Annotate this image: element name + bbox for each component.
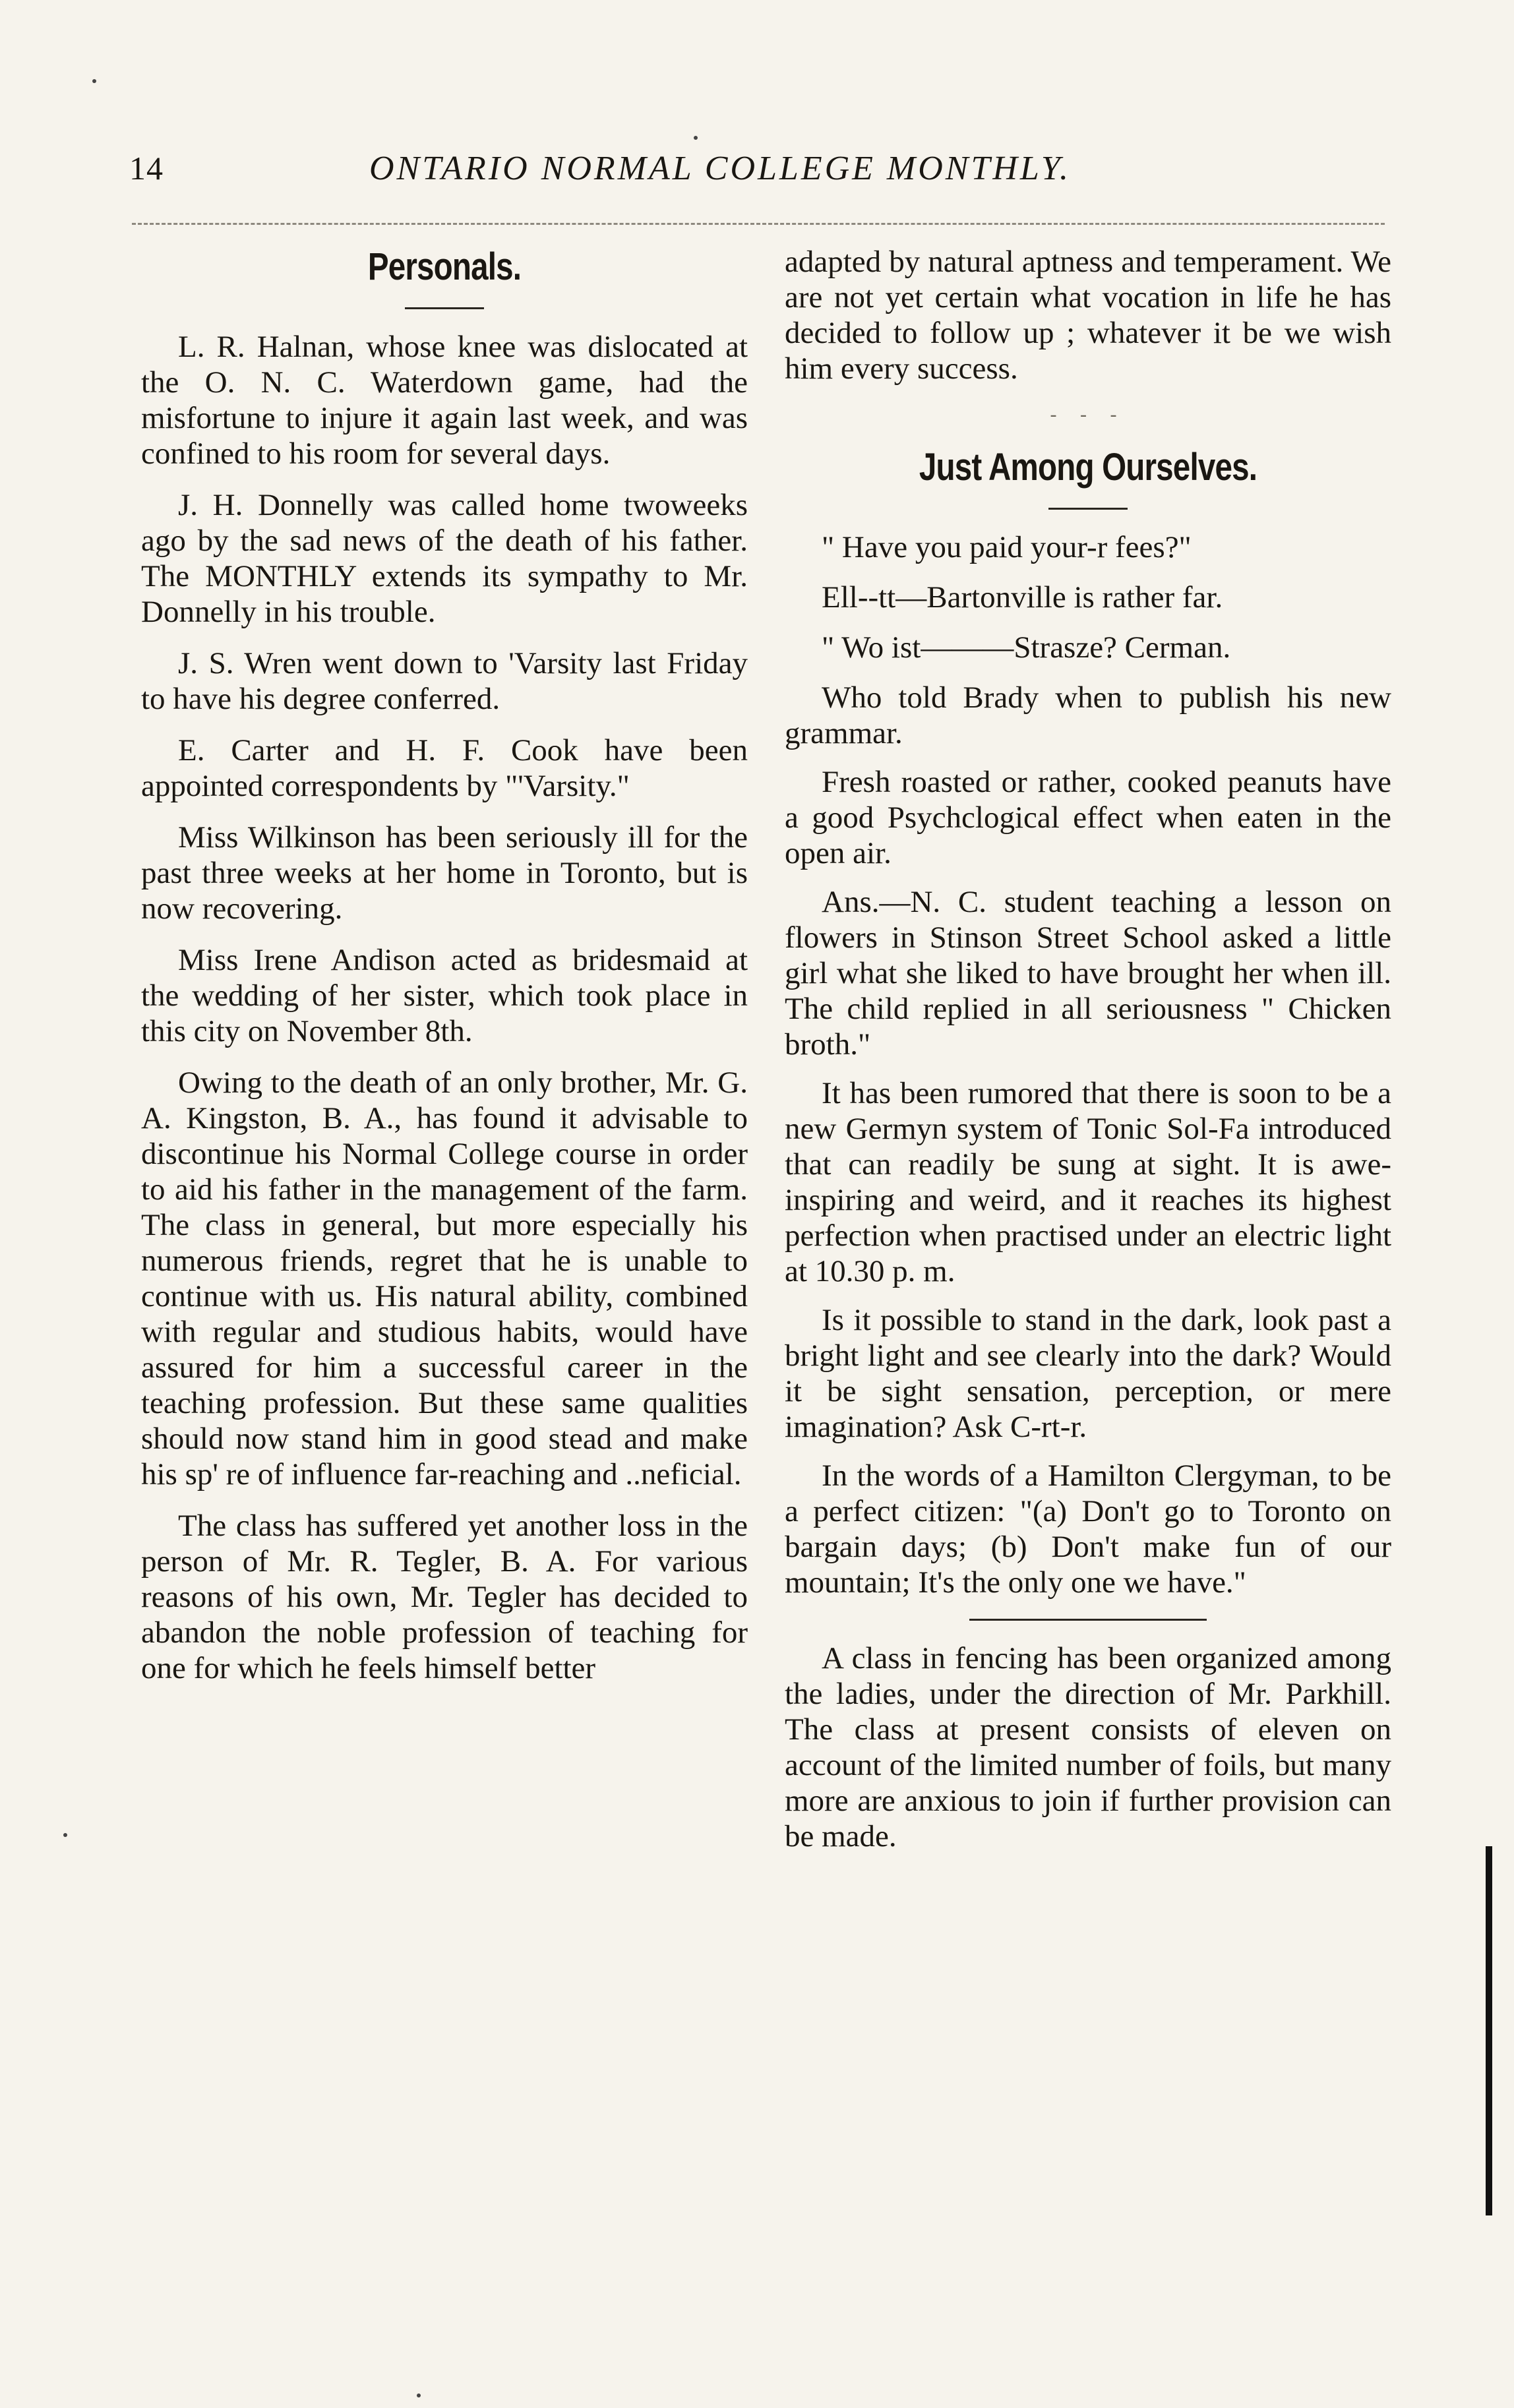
ourselves-item: Ans.—N. C. student teaching a lesson on flowers in Stinson Street School asked a little girl what she liked to have brought her when ill. The child replied in all seriousness " Chicken broth." <box>785 885 1391 1062</box>
header-rule <box>132 223 1385 225</box>
ourselves-heading-rule <box>1048 508 1128 510</box>
page-edge-mark <box>1486 1846 1492 2215</box>
print-speck <box>92 79 96 83</box>
fencing-paragraph: A class in fencing has been organized among the ladies, under the direction of Mr. Parkhill. The class at present consists of eleven on account of the limited number of foils, but many more are anxious to join if further provision can be made. <box>785 1641 1391 1853</box>
ourselves-item: Who told Brady when to publish his new grammar. <box>785 680 1391 750</box>
personal-item: Owing to the death of an only brother, Mr. G. A. Kingston, B. A., has found it advisable to discontinue his Normal College course in order to aid his father in the management of the farm. The class in general, but more especially his numerous friends, regret that he is unable to continue with us. His natural ability, combined with regular and studious habits, would have assured for him a successful career in the teaching profession. But these same qualities should now stand him in good stead and make his sp' re of influence far-reaching and ..neficial. <box>141 1066 748 1491</box>
ourselves-item: Ell--tt—Bartonville is rather far. <box>822 580 1223 615</box>
ourselves-item: It has been rumored that there is soon to be a new Germyn system of Tonic Sol-Fa introduced that can readily be sung at sight. It is awe-inspiring and weird, and it reaches its highest perfection when practised under an electric light at 10.30 p. m. <box>785 1076 1391 1288</box>
personal-item: L. R. Halnan, whose knee was dislocated at the O. N. C. Waterdown game, had the misfortune to injure it again last week, and was confined to his room for several days. <box>141 330 748 471</box>
personals-heading: Personals. <box>367 245 522 288</box>
print-speck <box>63 1833 67 1837</box>
personal-item: The class has suffered yet another loss in the person of Mr. R. Tegler, B. A. For various reasons of his own, Mr. Tegler has decided to abandon the noble profession of teaching for one for which he feels himself better <box>141 1509 748 1685</box>
personal-item: J. H. Donnelly was called home twoweeks ago by the sad news of the death of his father. The MONTHLY extends its sympathy to Mr. Donnelly in his trouble. <box>141 488 748 629</box>
ourselves-item: Is it possible to stand in the dark, look past a bright light and see clearly into the dark? Would it be sight sensation, perception, or mere imagination? Ask C-rt-r. <box>785 1303 1391 1444</box>
print-speck <box>694 136 698 140</box>
section-divider: - - - <box>1050 404 1126 425</box>
ourselves-item: " Wo ist———Strasze? Cerman. <box>822 630 1231 665</box>
personal-item: J. S. Wren went down to 'Varsity last Friday to have his degree conferred. <box>141 646 748 716</box>
personal-item: Miss Wilkinson has been seriously ill for the past three weeks at her home in Toronto, but is now recovering. <box>141 820 748 926</box>
page-number: 14 <box>129 150 164 187</box>
personals-heading-rule <box>405 307 484 309</box>
ourselves-item: Fresh roasted or rather, cooked peanuts have a good Psychclogical effect when eaten in the open air. <box>785 765 1391 870</box>
ourselves-item: In the words of a Hamilton Clergyman, to be a perfect citizen: "(a) Don't go to Toronto on bargain days; (b) Don't make fun of our mountain; It's the only one we have." <box>785 1459 1391 1600</box>
right-column <box>785 244 1391 1870</box>
ourselves-item: " Have you paid your-r fees?" <box>822 530 1192 564</box>
fencing-divider-rule <box>969 1619 1207 1621</box>
personal-item: Miss Irene Andison acted as bridesmaid at the wedding of her sister, which took place in this city on November 8th. <box>141 943 748 1048</box>
personal-item: E. Carter and H. F. Cook have been appointed correspondents by "'Varsity." <box>141 733 748 803</box>
print-speck <box>417 2393 421 2397</box>
running-title: ONTARIO NORMAL COLLEGE MONTHLY. <box>369 150 1071 187</box>
left-column <box>141 244 748 1702</box>
ourselves-heading: Just Among Ourselves. <box>919 446 1257 489</box>
continued-paragraph: adapted by natural aptness and temperament. We are not yet certain what vocation in life he has decided to follow up ; whatever it be we wish him every success. <box>785 245 1391 386</box>
